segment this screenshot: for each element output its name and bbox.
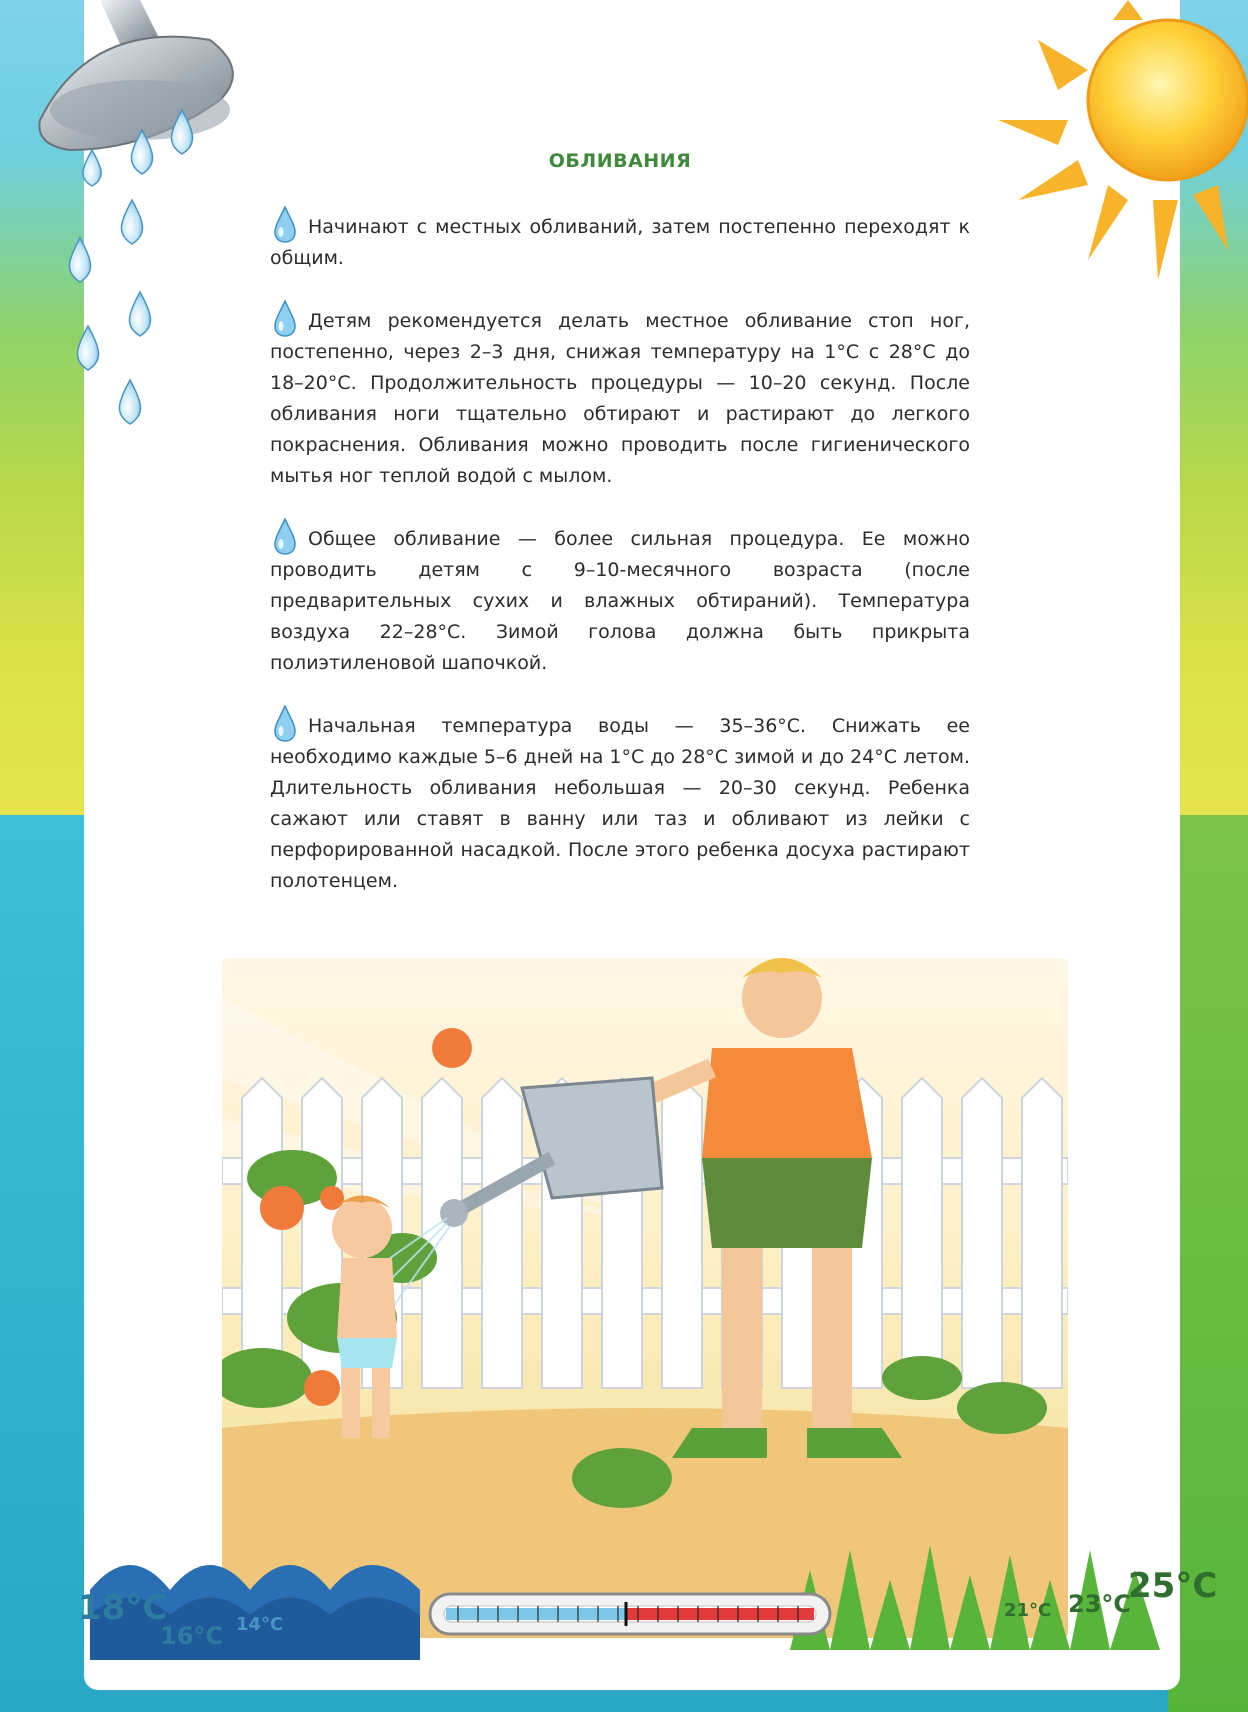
- water-drop-icon: [273, 518, 297, 556]
- shower-head-icon: [30, 0, 260, 470]
- temp-label-21: 21°C: [1004, 1600, 1052, 1621]
- temp-label-23: 23°C: [1068, 1590, 1132, 1618]
- sun-icon: [938, 0, 1248, 300]
- paragraph-text: Общее обливание — более сильная процедура. Ее можно проводить детям с 9–10-месячного возраста (после предварительных сухих и влажных обтираний). Температура воздуха 22–28°С. Зимой голова должна быть прикрыта полиэтиленовой шапочкой.: [270, 528, 970, 674]
- paragraph-3: [270, 524, 970, 679]
- temp-label-16: 16°C: [160, 1622, 224, 1650]
- paragraph-4: [270, 711, 970, 897]
- paragraph-text: Начальная температура воды — 35–36°С. Снижать ее необходимо каждые 5–6 дней на 1°С до 28°С зимой и до 24°С летом. Длительность обливания небольшая — 20–30 секунд. Ребенка сажают или ставят в ванну или таз и обливают из лейки с перфорированной насадкой. После этого ребенка досуха растирают полотенцем.: [270, 715, 970, 892]
- paragraph-text: Детям рекомендуется делать местное обливание стоп ног, постепенно, через 2–3 дня, снижая температуру на 1°С с 28°С до 18–20°С. Продолжительность процедуры — 10–20 секунд. После обливания ноги тщательно обтирают и растирают до легкого покраснения. Обливания можно проводить после гигиенического мытья ног теплой водой с мылом.: [270, 310, 970, 487]
- temp-label-18: 18°C: [78, 1588, 168, 1628]
- page-title: ОБЛИВАНИЯ: [548, 150, 692, 172]
- water-drop-icon: [273, 206, 297, 244]
- temp-label-25: 25°C: [1128, 1566, 1218, 1606]
- water-drop-icon: [273, 300, 297, 338]
- article: [270, 150, 970, 929]
- falling-drops: [69, 110, 192, 424]
- temp-label-14: 14°C: [236, 1614, 284, 1635]
- thermometer-icon: [428, 1592, 832, 1636]
- paragraph-1: [270, 212, 970, 274]
- paragraph-text: Начинают с местных обливаний, затем постепенно переходят к общим.: [270, 216, 970, 269]
- paragraph-2: [270, 306, 970, 492]
- water-drop-icon: [273, 705, 297, 743]
